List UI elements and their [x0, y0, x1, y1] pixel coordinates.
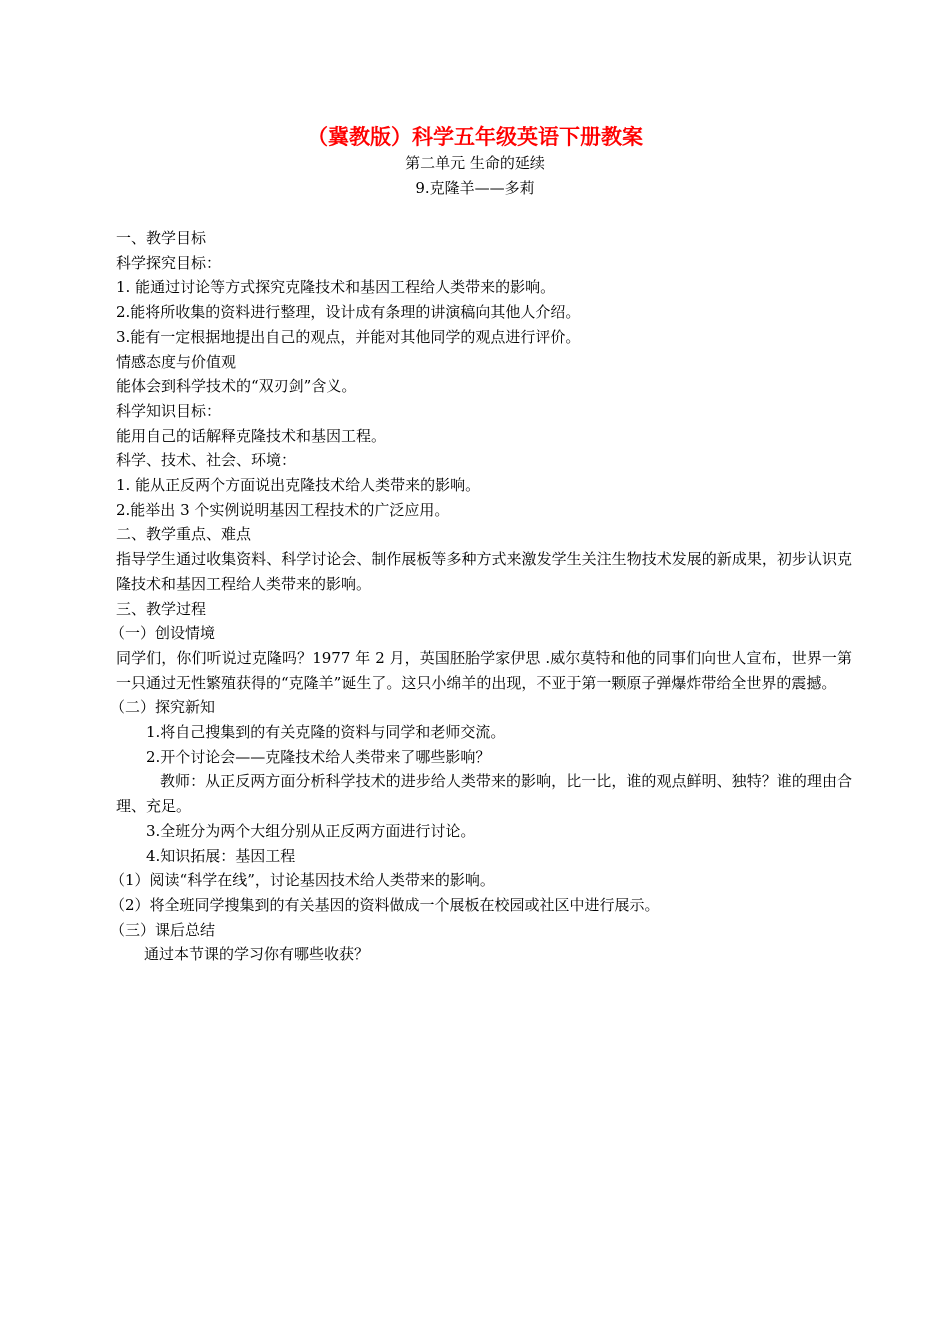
- section-heading-key-points: 二、教学重点、难点: [116, 525, 252, 544]
- sts-goal-item: 1. 能从正反两个方面说出克隆技术给人类带来的影响。: [116, 476, 481, 495]
- document-title: （冀教版）科学五年级英语下册教案: [307, 124, 643, 149]
- inquiry-goal-item: 2.能将所收集的资料进行整理，设计成有条理的讲演稿向其他人介绍。: [116, 303, 581, 322]
- scenario-paragraph: 同学们，你们听说过克隆吗？1977 年 2 月，英国胚胎学家伊思 .威尔莫特和他的同事们向世人宣布，世界一第一只通过无性繁殖获得的“克隆羊”诞生了。这只小绵羊的出现，不亚于第一颗原子弹爆炸带给全世界的震撼。: [116, 648, 852, 692]
- process-step: 2.开个讨论会——克隆技术给人类带来了哪些影响？: [146, 747, 491, 766]
- process-substep: （2）将全班同学搜集到的有关基因的资料做成一个展板在校园或社区中进行展示。: [110, 895, 660, 914]
- process-part-heading: （二）探究新知: [110, 698, 216, 717]
- lesson-subtitle: 9.克隆羊——多莉: [415, 179, 535, 197]
- process-substep: （1）阅读“科学在线”，讨论基因技术给人类带来的影响。: [110, 871, 495, 890]
- sts-goals-label: 科学、技术、社会、环境：: [116, 451, 297, 470]
- knowledge-goal-item: 能用自己的话解释克隆技术和基因工程。: [116, 426, 387, 445]
- attitude-goals-label: 情感态度与价值观: [116, 352, 237, 371]
- teacher-note: 教师：从正反两方面分析科学技术的进步给人类带来的影响，比一比，谁的观点鲜明、独特？谁的理由合理、充足。: [116, 772, 852, 816]
- summary-question: 通过本节课的学习你有哪些收获？: [144, 945, 370, 964]
- process-part-heading: （一）创设情境: [110, 624, 216, 643]
- knowledge-goals-label: 科学知识目标：: [116, 401, 222, 420]
- process-part-heading: （三）课后总结: [110, 920, 216, 939]
- unit-subtitle: 第二单元 生命的延续: [405, 154, 545, 172]
- document-body: [110, 226, 852, 967]
- section-heading-objectives: 一、教学目标: [116, 229, 207, 247]
- key-points-paragraph: 指导学生通过收集资料、科学讨论会、制作展板等多种方式来激发学生关注生物技术发展的新成果，初步认识克隆技术和基因工程给人类带来的影响。: [116, 550, 852, 593]
- inquiry-goal-item: 1. 能通过讨论等方式探究克隆技术和基因工程给人类带来的影响。: [116, 278, 556, 297]
- inquiry-goals-label: 科学探究目标：: [116, 253, 222, 272]
- inquiry-goal-item: 3.能有一定根据地提出自己的观点，并能对其他同学的观点进行评价。: [116, 327, 581, 346]
- attitude-goal-item: 能体会到科学技术的“双刃剑”含义。: [116, 377, 357, 396]
- process-step: 3.全班分为两个大组分别从正反两方面进行讨论。: [146, 821, 476, 840]
- process-step: 1.将自己搜集到的有关克隆的资料与同学和老师交流。: [146, 723, 506, 742]
- process-step: 4.知识拓展：基因工程: [146, 846, 296, 865]
- sts-goal-item: 2.能举出 3 个实例说明基因工程技术的广泛应用。: [116, 500, 450, 519]
- section-heading-process: 三、教学过程: [116, 599, 207, 618]
